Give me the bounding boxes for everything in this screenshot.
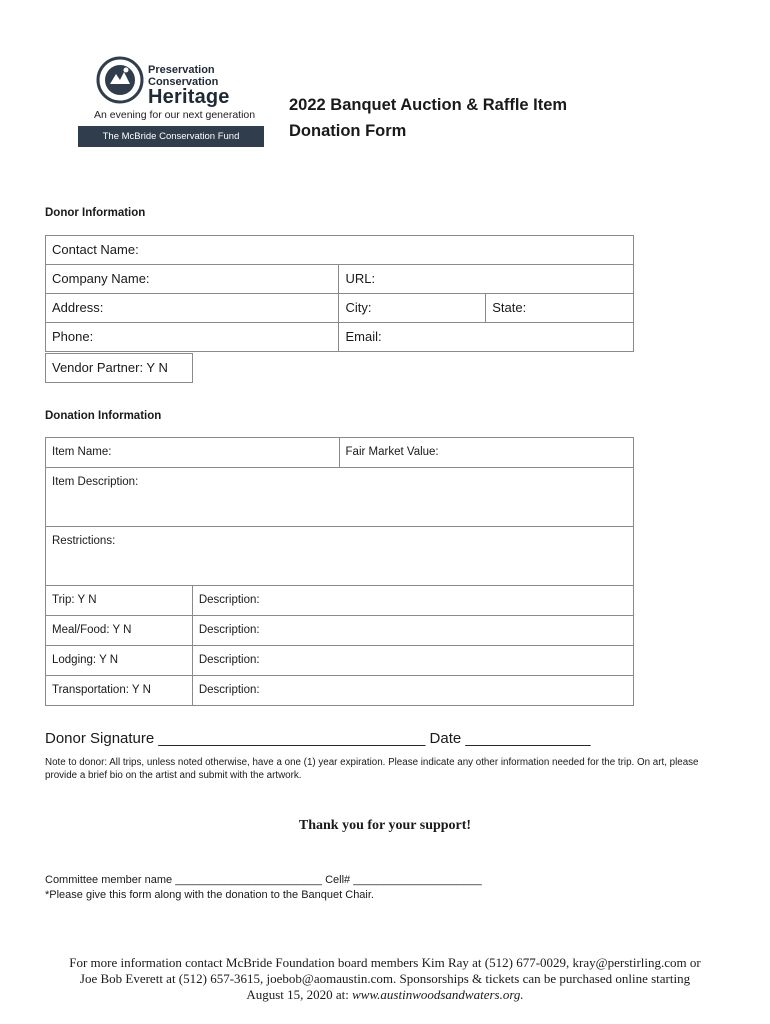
- footer-contact: [40, 955, 730, 1003]
- footer-line3: [40, 987, 730, 1003]
- thank-you-message: Thank you for your support!: [298, 818, 472, 833]
- footer-url-link[interactable]: www.austinwoodsandwaters.org.: [352, 987, 524, 1002]
- logo-text-preservation: Preservation: [148, 64, 215, 76]
- donor-signature-line[interactable]: Donor Signature ________________________________ Date _______________: [45, 730, 591, 747]
- foundation-logo: [78, 52, 264, 163]
- contact-name-field[interactable]: Contact Name:: [46, 236, 634, 265]
- donor-info-table: [45, 235, 634, 352]
- item-name-field[interactable]: Item Name:: [46, 438, 340, 468]
- email-field[interactable]: Email:: [339, 323, 634, 352]
- donor-section-heading: Donor Information: [45, 207, 146, 219]
- lodging-description-field[interactable]: Description:: [192, 646, 633, 676]
- logo-text-conservation: Conservation: [148, 76, 219, 88]
- vendor-partner-field[interactable]: Vendor Partner: Y N: [45, 353, 193, 383]
- footer-line2: Joe Bob Everett at (512) 657-3615, joebob@aomaustin.com. Sponsorships & tickets can be purchased online starting: [79, 971, 691, 986]
- city-field[interactable]: City:: [339, 294, 486, 323]
- fair-market-value-field[interactable]: Fair Market Value:: [339, 438, 633, 468]
- company-name-field[interactable]: Company Name:: [46, 265, 339, 294]
- committee-block: [45, 873, 482, 903]
- phone-field[interactable]: Phone:: [46, 323, 339, 352]
- state-field[interactable]: State:: [486, 294, 634, 323]
- committee-member-line[interactable]: Committee member name ________________________ Cell# _____________________: [45, 874, 482, 886]
- banquet-chair-instruction: *Please give this form along with the donation to the Banquet Chair.: [45, 889, 374, 901]
- item-description-field[interactable]: Item Description:: [46, 468, 634, 527]
- meal-food-yn-field[interactable]: Meal/Food: Y N: [46, 616, 193, 646]
- logo-foundation-bar: The McBride Conservation Fund Foundation: [78, 126, 264, 147]
- donation-section-heading: Donation Information: [45, 410, 162, 422]
- transportation-yn-field[interactable]: Transportation: Y N: [46, 676, 193, 706]
- form-title-line1: 2022 Banquet Auction & Raffle Item: [289, 96, 568, 114]
- footer-date: August 15, 2020 at:: [246, 987, 349, 1002]
- logo-tagline: An evening for our next generation: [94, 109, 256, 121]
- transportation-description-field[interactable]: Description:: [192, 676, 633, 706]
- seal-icon: [96, 56, 144, 104]
- url-field[interactable]: URL:: [339, 265, 634, 294]
- trip-description-field[interactable]: Description:: [192, 586, 633, 616]
- logo-text-heritage: Heritage: [148, 86, 230, 108]
- meal-food-description-field[interactable]: Description:: [192, 616, 633, 646]
- footer-line1: For more information contact McBride Foundation board members Kim Ray at (512) 677-0029, kray@perstirling.com or: [69, 955, 701, 970]
- form-title-line2: Donation Form: [289, 122, 407, 140]
- trip-yn-field[interactable]: Trip: Y N: [46, 586, 193, 616]
- form-title: [289, 92, 669, 144]
- donor-note: Note to donor: All trips, unless noted otherwise, have a one (1) year expiration. Please indicate any other information needed for the trip. On art, please provide a brief bio on the artist and submit with the artwork.: [45, 757, 699, 781]
- address-field[interactable]: Address:: [46, 294, 339, 323]
- restrictions-field[interactable]: Restrictions:: [46, 527, 634, 586]
- lodging-yn-field[interactable]: Lodging: Y N: [46, 646, 193, 676]
- donation-info-table: [45, 437, 634, 706]
